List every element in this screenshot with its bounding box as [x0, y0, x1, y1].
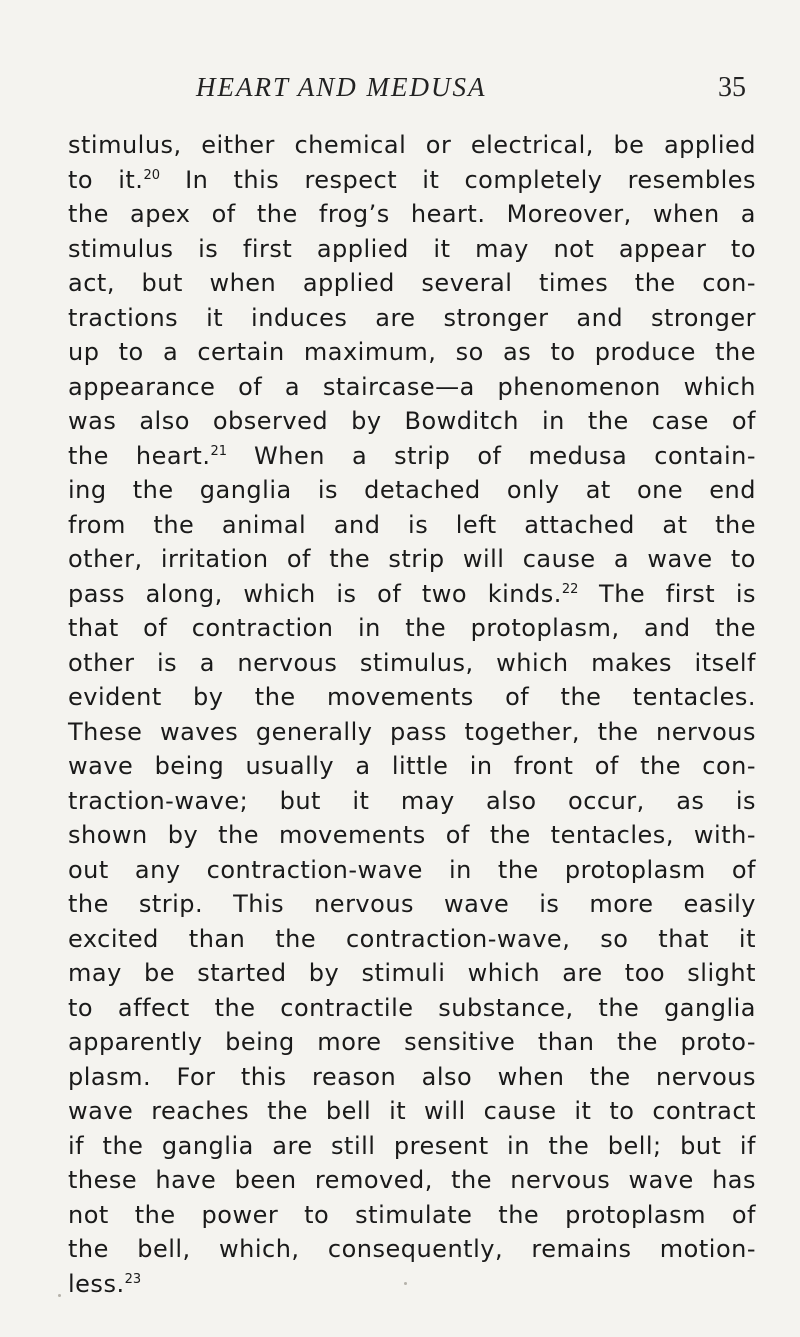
text-line: wave being usually a little in front of the con- [68, 752, 756, 780]
text-line: wave reaches the bell it will cause it to contract [68, 1097, 756, 1125]
text-line: the apex of the frog’s heart. Moreover, when a [68, 200, 756, 228]
text-line [68, 439, 756, 474]
text-line: if the ganglia are still present in the bell; but if [68, 1131, 756, 1160]
paper-speck [58, 1294, 61, 1297]
text-line: the strip. This nervous wave is more easily [68, 890, 756, 918]
text-line: appearance of a staircase—a phenomenon which [68, 372, 756, 401]
text-line [68, 577, 756, 612]
footnote-marker: 22 [561, 581, 579, 597]
text-line: tractions it induces are stronger and stronger [68, 303, 756, 332]
text-line: ing the ganglia is detached only at one end [68, 476, 756, 504]
text-line: may be started by stimuli which are too slight [68, 959, 756, 987]
text-line: other, irritation of the strip will cause a wave to [68, 545, 756, 573]
text-line: other is a nervous stimulus, which makes itself [68, 648, 756, 677]
paper-speck [404, 1282, 407, 1285]
text-line: act, but when applied several times the con- [68, 269, 756, 297]
text-line: not the power to stimulate the protoplasm of [68, 1200, 756, 1229]
footnote-marker: 21 [210, 443, 228, 459]
text-line: stimulus, either chemical or electrical, be applied [68, 131, 756, 159]
text-line: that of contraction in the protoplasm, and the [68, 614, 756, 642]
text-segment: to it. [68, 165, 144, 194]
text-line: was also observed by Bowditch in the case of [68, 407, 756, 435]
text-line: evident by the movements of the tentacles. [68, 683, 756, 711]
running-head: HEART AND MEDUSA [196, 72, 487, 102]
text-line: the bell, which, consequently, remains motion- [68, 1235, 756, 1263]
text-segment: In this respect it completely resembles [159, 165, 757, 194]
text-line: out any contraction-wave in the protoplasm of [68, 855, 756, 884]
body-paragraph [68, 128, 756, 1301]
text-segment: pass along, which is of two kinds. [68, 579, 562, 608]
text-line [68, 1267, 756, 1302]
text-line: to affect the contractile substance, the ganglia [68, 993, 756, 1022]
text-line: these have been removed, the nervous wave has [68, 1166, 756, 1194]
text-line: excited than the contraction-wave, so that it [68, 924, 756, 953]
text-line: apparently being more sensitive than the proto- [68, 1028, 756, 1056]
text-line: from the animal and is left attached at the [68, 510, 756, 539]
text-line: shown by the movements of the tentacles, with- [68, 821, 756, 849]
text-line [68, 163, 756, 198]
text-segment: The first is [578, 579, 757, 608]
text-line: up to a certain maximum, so as to produce the [68, 338, 756, 366]
text-line: traction-wave; but it may also occur, as is [68, 786, 756, 815]
page-number: 35 [718, 72, 746, 103]
text-line: plasm. For this reason also when the nervous [68, 1062, 756, 1091]
footnote-marker: 23 [124, 1271, 142, 1287]
footnote-marker: 20 [143, 167, 160, 183]
text-segment: When a strip of medusa contain- [227, 441, 757, 470]
text-line: These waves generally pass together, the nervous [68, 717, 756, 746]
text-segment: less. [68, 1269, 125, 1298]
text-segment: the heart. [68, 441, 211, 470]
text-line: stimulus is first applied it may not appear to [68, 234, 756, 263]
